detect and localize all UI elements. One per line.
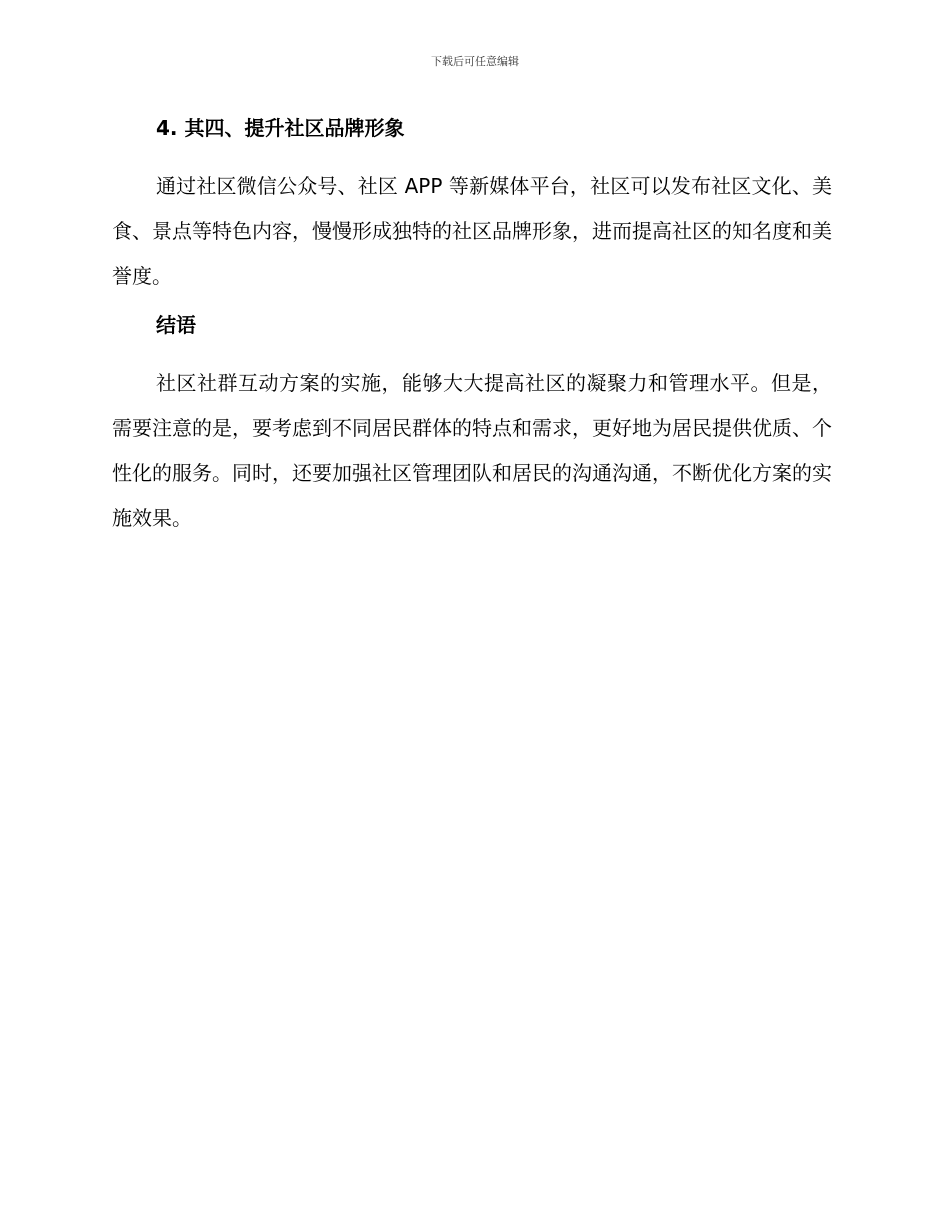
section-heading-brand: 4. 其四、提升社区品牌形象: [156, 116, 405, 140]
section-paragraph-brand: 通过社区微信公众号、社区 APP 等新媒体平台，社区可以发布社区文化、美食、景点等特色内容，慢慢形成独特的社区品牌形象，进而提高社区的知名度和美誉度。: [112, 174, 832, 288]
section-heading-conclusion: 结语: [156, 313, 196, 337]
document-body: [112, 112, 832, 551]
page-header-note: 下载后可任意编辑: [431, 55, 519, 68]
section-paragraph-conclusion: 社区社群互动方案的实施，能够大大提高社区的凝聚力和管理水平。但是，需要注意的是，要考虑到不同居民群体的特点和需求，更好地为居民提供优质、个性化的服务。同时，还要加强社区管理团队和居民的沟通沟通，不断优化方案的实施效果。: [112, 371, 832, 530]
